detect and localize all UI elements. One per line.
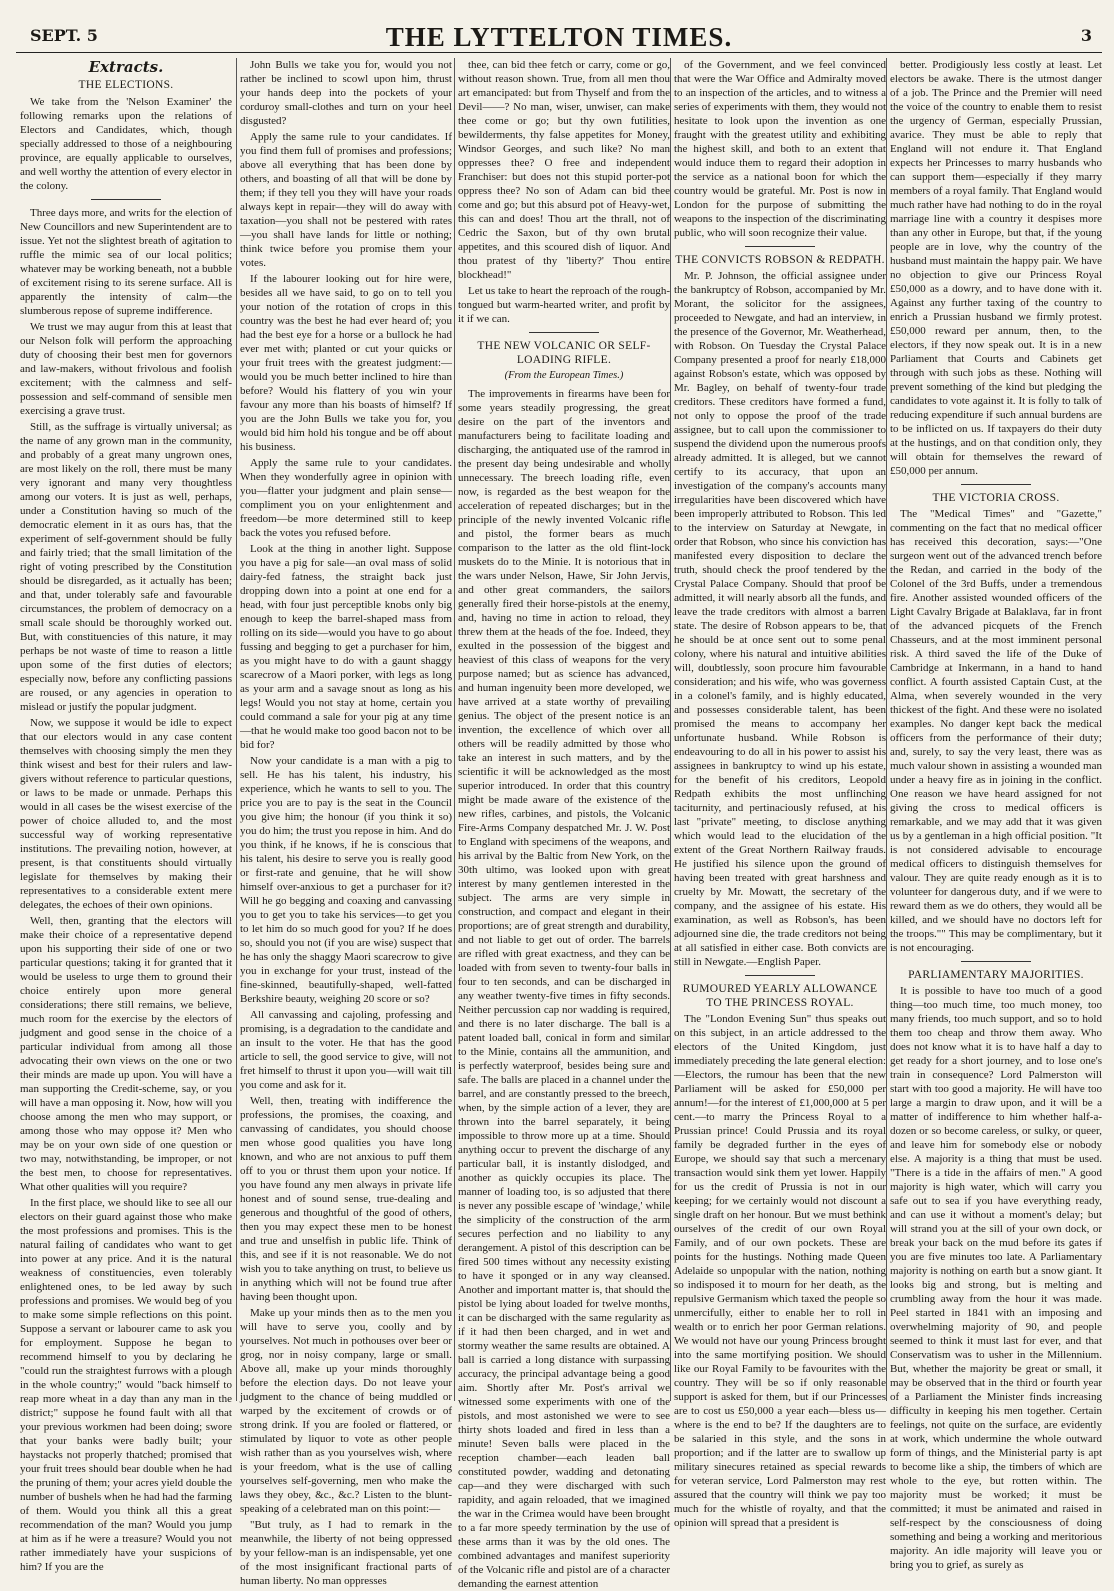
article-heading: THE VICTORIA CROSS. — [932, 492, 1060, 504]
paragraph: Still, as the suffrage is virtually universal; as the name of any grown man in the community, and probably of a great many ungrown ones, are most likely on the roll, there must be many very ignorant and many very thoughtless among our voters. It is just as well, perhaps, under a Constitution having so much of the democratic element in it as ours has, that the experiment of self-government should be fully and fairly tried; that the small limitation of the right of voting prescribed by the Constitution should be disregarded, as it actually has been; and that, under tolerably safe and favourable circumstances, the problem of democracy on a small scale should be thoroughly worked out. But, with constituencies of this nature, it may perhaps be not waste of time to reason a little upon some of the first duties of electors; especially now, before any conflicting passions are roused, or any agencies in operation to mislead or justify the popular judgment. — [20, 421, 232, 713]
column-1 — [20, 58, 232, 1573]
separator — [961, 961, 1031, 962]
paragraph: thee, can bid thee fetch or carry, come or go, without reason shown. True, from all men thou art emancipated: but from Thyself and from the Devil——? No man, wiser, unwiser, can make thee come or go; but thy own futilities, bewilderments, thy false appetites for Money, Windsor Georges, and such like? No man oppresses thee? O free and independent Franchiser: but does not this stupid porter-pot oppress thee? No son of Adam can bid thee come and go; but this absurd pot of Heavy-wet, this can and does! Thou art the thrall, not of Cedric the Saxon, but of thy own brutal appetites, and this scoured dish of liquor. And thou pratest of thy 'liberty?' Thou entire blockhead!" — [458, 59, 670, 281]
separator — [529, 332, 599, 333]
newspaper-title: THE LYTTELTON TIMES. — [385, 22, 733, 52]
separator — [961, 484, 1031, 485]
paragraph: Mr. P. Johnson, the official assignee under the bankruptcy of Robson, accompanied by Mr. Morant, the solicitor for the assignees, proceeded to Newgate, and had an interview, in the presence of the Governor, Mr. Weatherhead, with Robson. On Tuesday the Crystal Palace Company presented a proof for nearly £18,000 against Robson's estate, which was opposed by Mr. Bagley, on behalf of twenty-four trade creditors. These creditors have formed a fund, not only to oppose the proof of the trade assignee, but to call upon the commissioner to suspend the dividend upon the numerous proofs already admitted. It is alleged, but we cannot certify to its accuracy, that upon an investigation of the company's accounts many irregularities have been discovered which have been improperly attributed to Robson. This led to the interview on Saturday at Newgate, in order that Robson, who since his conviction has manifested every disposition to declare the truth, should check the proof tendered by the Crystal Palace Company. Should that proof be admitted, it will nearly absorb all the funds, and leave the trade creditors with almost a barren state. The desire of Robson appears to be, that he should be at once sent out to some penal colony, where his natural and intuitive abilities will, doubtlessly, soon procure him favourable consideration; and his wife, who was governess in a colonel's family, and is highly educated, and possesses considerable talent, has been promised the means to accompany her unfortunate husband. While Robson is endeavouring to do all in his power to assist his assignees in bankruptcy to wind up his estate, for the benefit of his creditors, Leopold Redpath exhibits the most unflinching taciturnity, and pertinaciously refused, at his last "private" meeting, to disclose anything which would lead to the elucidation of the extent of the Great Northern Railway frauds. He justified his silence upon the ground of having been treated with great harshness and cruelty by Mr. Mowatt, the secretary of the company, and the assignee of his estate. His examination, as well as Robson's, has been adjourned sine die, the trade creditors not being at all satisfied in either case. Both convicts are still in Newgate.—English Paper. — [674, 270, 886, 968]
paragraph: The "Medical Times" and "Gazette," commenting on the fact that no medical officer has received this decoration, says:—"One surgeon went out of the advanced trench before the Redan, and carried in the body of the Colonel of the 3rd Buffs, under a tremendous fire. Another assisted wounded officers of the Light Cavalry Brigade at Balaklava, far in front of the advanced picquets of the French Chasseurs, and at the most imminent personal risk. A third saved the life of the Duke of Cambridge at Inkermann, in a hand to hand conflict. A fourth assisted Captain Cust, at the Alma, when severely wounded in the very thickest of the fight. And these were no isolated examples. No danger kept back the medical officers from the performance of their duty; and, surely, to say the very least, there was as much valour shown in assisting a wounded man under a heavy fire as in joining in the conflict. One reason we have heard assigned for not giving the cross to medical officers is remarkable, and we may add that it was given us by a gentleman in a high official position. "It is not considered advisable to encourage medical officers to distinguish themselves for valour. They are quite ready enough as it is to volunteer for dangerous duty, and if we were to reward them as we do others, they would all be killed, and we should have no doctors left for the troops."" This may be complimentary, but it is not encouraging. — [890, 508, 1102, 954]
paragraph: Apply the same rule to your candidates. When they wonderfully agree in opinion with you—flatter your judgment and plain sense—compliment you on your enlightenment and freedom—be more determined still to keep back the votes you refused before. — [240, 457, 452, 539]
column-divider — [236, 58, 237, 1401]
paragraph: We take from the 'Nelson Examiner' the following remarks upon the relations of Electors and Candidates, which, though specially addressed to those of a neighbouring province, are equally applicable to ourselves, and well worthy the attention of every elector in the colony. — [20, 96, 232, 192]
paragraph: We trust we may augur from this at least that our Nelson folk will perform the approaching duty of choosing their best men for governors and law-makers, without frivolous and foolish excitement; with the calmness and self-possession and self-command of sensible men exercising a grave trust. — [20, 321, 232, 417]
paragraph: All canvassing and cajoling, professing and promising, is a degradation to the candidate and an insult to the voter. He that has the good article to sell, the good service to give, will not fret himself to thrust it upon you—will wait till you come and ask for it. — [240, 1009, 452, 1091]
column-divider — [454, 58, 455, 1401]
column-4 — [674, 58, 887, 1529]
column-2 — [240, 58, 452, 1587]
paragraph: The improvements in firearms have been for some years steadily progressing, the great desire on the part of the inventors and manufacturers being to facilitate loading and discharging, the antiquated use of the ramrod in the present day being undesirable and wholly unnecessary. The breech loading rifle, even now, is regarded as the best weapon for the acceleration of repeated discharges; but in the principle of the newly invented Volcanic rifle and pistol, the former bears as much comparison to the latter as the old flint-lock muskets do to the Minie. It is notorious that in the wars under Nelson, Hawe, Sir John Jervis, and other great commanders, the sailors generally fired their horse-pistols at the enemy, and, having no time in action to reload, they threw them at the heads of the foe. Indeed, they exulted in the possession of the biggest and heaviest of this class of weapons for the very purpose named; but as science has advanced, and human ingenuity been more developed, we have arrived at a state worthy of prevailing genius. The object of the present notice is an invention, the excellence of which over all others will be readily admitted by those who take an interest in such matters, and by the scientific it will be acknowledged as the most superior introduced. In order that this country might be made aware of the existence of the new rifles, carbines, and pistols, the Volcanic Fire-Arms Company despatched Mr. J. W. Post to England with specimens of the weapons, and his arrival by the Baltic from New York, on the 30th ultimo, was looked upon with great interest by many gentlemen interested in the subject. The arms are very simple in construction, and compact and elegant in their proportions; are of great strength and durability, and not liable to get out of order. The barrels are rifled with great exactness, and they can be loaded with from seven to twenty-four balls in four to ten seconds, and can be discharged in any weather twenty-five times in fifty seconds. Neither percussion cap nor wadding is required, and there is no later discharge. The ball is a patent loaded ball, conical in form and similar to the Minie, contains all the ammunition, and is perfectly waterproof, besides being sure and safe. The balls are placed in a channel under the barrel, and are constantly pressed to the breech, when, by the simple action of a lever, they are thrown into the barrel separately, it being impossible to throw more up at a time. Should anything occur to prevent the discharge of any particular ball, it is instantly dislodged, and another as quickly occupies its place. The manner of loading too, is so adjusted that there is never any possible escape of 'windage,' while the simplicity of the construction of the arm secures perfection and no liability to any derangement. A pistol of this description can be fired 500 times without any necessity existing to have it sponged or in any way cleansed. Another and important matter is, that should the pistol be lying about loaded for twelve months, it can be discharged with the same regularity as if it had then been charged, and in wet and stormy weather the same results are obtained. A ball is carried a long distance with surpassing accuracy, the principal advantage being a good aim. Shortly after Mr. Post's arrival we witnessed some experiments with one of the pistols, and most astonished we were to see thirty shots loaded and fired in less than a minute! Seven balls were placed in the reception chamber—each leaden ball constituted powder, wadding and detonating cap—and they were discharged with such rapidity, and again reloaded, that we imagined the war in the Crimea would have been brought to a far more speedy termination by the use of these arms than it was by the old ones. The combined advantages and manifest superiority of the Volcanic rifle and pistol are of a character demanding the earnest attention — [458, 388, 670, 1590]
paragraph: better. Prodigiously less costly at least. Let electors be awake. There is the utmost danger of a job. The Prince and the Premier will need the voice of the country to enable them to resist the urgency of German, especially Prussian, avarice. They must be able to reply that England will not endure it. That England expects her Princesses to marry husbands who can support them—especially if they marry members of a royal family. That England would much rather have had nothing to do in the royal marriage line with a country it despises more than any other in Europe, but that, if the young people are in love, why the country of the husband must maintain the happy pair. We have no objection to give our Princess Royal £50,000 as a dowry, and to have done with it. Against any further taxing of the country to enrich a Prussian husband we firmly protest. £50,000 reward per annum, then, to the electors, if they now speak out. It is in a new Parliament that Courts and Cabinets get through with such jobs as these. Nothing will prevent something of the kind but pledging the candidates to vote against it. It is folly to talk of reducing expenditure if such annual burdens are to be inflicted on us. If taxpayers do their duty at the hustings, and on that condition only, they will obtain for themselves the reward of £50,000 per annum. — [890, 59, 1102, 477]
paragraph: If the labourer looking out for hire were, besides all we have said, to go on to tell you your notion of the rotation of crops in this country was the best he had ever heard of; you had the best eye for a horse or a bullock he had ever met with; planted or cut your quicks or your fruit trees with the greatest judgment:—would you be much better inclined to hire than before? Would his flattery of you win your favour any more than his boasts of himself? If you are the John Bulls we take you for, you would bid him hold his tongue and be off about his business. — [240, 273, 452, 453]
page-number: 3 — [1080, 26, 1092, 45]
article-heading: RUMOURED YEARLY ALLOWANCE TO THE PRINCESS ROYAL. — [682, 983, 878, 1009]
paragraph: Let us take to heart the reproach of the rough-tongued but warm-hearted writer, and profit by it if we can. — [458, 285, 670, 325]
paragraph: Now, we suppose it would be idle to expect that our electors would in any case content themselves with choosing simply the men they think wisest and best for their rulers and law-givers without reference to particular questions, or laws to be made or unmade. Perhaps this would in all cases be the wisest exercise of the power of choice alluded to, and the most successful way of working representative institutions. The prevailing notion, however, at present, is that constituents should virtually legislate for themselves by making their representatives to a considerable extent mere delegates, the echoes of their own opinions. — [20, 717, 232, 911]
article-heading: THE ELECTIONS. — [78, 79, 174, 91]
paragraph: Look at the thing in another light. Suppose you have a pig for sale—an oval mass of solid dairy-fed fatness, the straight back just dropping down into a point at one end for a head, with four just perceptible knobs only big enough to keep the barrel-shaped mass from rolling on its side—would you have to go about fussing and begging to get a purchaser for him, as you might have to do with a gaunt shaggy scarecrow of a Maori porker, with legs as long as your arm and a savage snout as long as his legs! Would you not stay at home, certain you could command a sale for your pig at any time—that he would make too good bacon not to be bid for? — [240, 543, 452, 751]
paragraph: of the Government, and we feel convinced that were the War Office and Admiralty moved to an inspection of the articles, and to witness a series of experiments with them, they would not hesitate to look upon the invention as one fraught with the greatest utility and exhibiting the highest skill, and both to an extent that would induce them to regard their adoption in the service as a national boon for which the country would be grateful. Mr. Post is now in London for the purpose of submitting the weapons to the inspection of the discriminating public, who will soon recognize their value. — [674, 59, 887, 239]
paragraph: Apply the same rule to your candidates. If you find them full of promises and professions; above all everything that has been done by others, and boasting of all that will be done by them; if they tell you they will have your roads always kept in repair—they will do away with taxation—you shall not be pestered with rates—you shall have lands for little or nothing; think twice before you promise them your votes. — [240, 131, 452, 269]
paragraph: "But truly, as I had to remark in the meanwhile, the liberty of not being oppressed by your fellow-man is an indispensable, yet one of the most insignificant fractional parts of human liberty. No man oppresses — [240, 1519, 452, 1587]
paragraph: Well, then, treating with indifference the professions, the promises, the coaxing, and canvassing of candidates, you should choose men whose good qualities you have long known, and who are not anxious to puff them off to you or thrust them upon your notice. If you have found any men always in private life honest and of sound sense, true-dealing and generous and thoughtful of the good of others, then you may expect these men to be honest and true and unselfish in public life. Think of this, and see if it is not reasonable. We do not wish you to take anything on trust, to believe us in anything which will not be found true after having been thought upon. — [240, 1095, 452, 1303]
separator — [745, 246, 815, 247]
article-heading: THE CONVICTS ROBSON & REDPATH. — [675, 254, 885, 266]
paragraph: The "London Evening Sun" thus speaks out on this subject, in an article addressed to the electors of the United Kingdom, just immediately preceding the late general election:—Electors, the rumour has been that the new Parliament will be asked for £50,000 per annum!—for the interest of £1,000,000 at 5 per cent.—to marry the Princess Royal to a Prussian prince! Could Prussia and its royal family be degraded further in the eyes of Europe, we should say that such a mercenary transaction would sink them yet lower. Happily for us the credit of Prussia is not in our keeping; for we certainly would not discount a single draft on her honour. But we must bethink ourselves of the credit of our own Royal Family, and of our own pockets. These are points for the hustings. Nothing made Queen Adelaide so unpopular with the nation, nothing so indisposed it to mourn for her death, as the repulsive Germanism which taxed the people so unmercifully, either to enable her to roll in wealth or to enrich her poor German relations. We would not have our young Princess brought into the same mortifying position. We should like our Royal Family to be favourites with the country. They will be so if only reasonable support is asked for them, but if our Princesses are to cost us £50,000 a year each—bless us—where is the end to be? If the daughters are to be salaried in this style, and the sons in proportion; and if the latter are to swallow up military sinecures retained as special rewards for veteran service, Lord Palmerston may rest assured that the country will think we pay too much for the whistle of royalty, and that the opinion will spread that a president is — [674, 1013, 886, 1529]
paragraph: John Bulls we take you for, would you not rather be inclined to scowl upon him, thrust your hands deep into the pockets of your corduroy small-clothes and turn on your heel disgusted? — [240, 59, 452, 127]
paragraph: Now your candidate is a man with a pig to sell. He has his talent, his industry, his experience, which he wants to sell to you. The price you are to pay is the seat in the Council you give him; the honour (if you think it so) you do him; the trust you repose in him. And do you think, if he knows, if he is conscious that his talent, his desire to serve you is really good or first-rate and genuine, that he will show himself over-anxious to get a purchaser for it? Will he go begging and coaxing and canvassing you to get you to take his services—to get you to let him do so much good for you? If he does so, should you not (if you are wise) suspect that he has only the shaggy Maori scarecrow to give you in exchange for your trust, instead of the fine-skinned, beautifully-shaped, well-fatted Berkshire beauty, weighing 20 score or so? — [240, 755, 452, 1005]
paragraph: It is possible to have too much of a good thing—too much time, too much money, too many friends, too much support, and so to hold them too cheap and throw them away. Who does not know what it is to have half a day to get ready for a short journey, and to lose one's train in consequence? Lord Palmerston will start with too good a majority. He will have too large a margin to draw upon, and it will be a matter of indifference to him whether half-a-dozen or so become careless, or sulky, or queer, and leave him for somebody else or nobody else. A majority is a thing that must be used. "There is a tide in the affairs of men." A good majority is high water, which will carry you safe out to sea if you have everything ready, and can use it without a moment's delay; but will strand you at the sill of your own dock, or break your back on the mud before its gates if you are five minutes too late. A Parliamentary majority is nothing on earth but a snow giant. It looks big and strong, but is melting and crumbling away from the hour it was made. Peel started in 1841 with an imposing and overwhelming majority of 90, and people seemed to think it must last for ever, and that Conservatism was to usher in the Millennium. But, whether the majority be great or small, it may be observed that in the third or fourth year of a Parliament the Minister finds increasing difficulty in keeping his men together. Certain feelings, not quite on the surface, are evidently at work, which undermine the whole outward form of things, and the Ministerial party is apt to become like a ship, the timbers of which are whole to the eye, but rotten within. The majority must be worked; it must be committed; it must be animated and raised in self-respect by the consciousness of doing something and being a working and meritorious majority. An idle majority will leave you or bring you to grief, as surely as — [890, 985, 1102, 1571]
column-5 — [890, 58, 1102, 1571]
masthead — [22, 18, 1096, 50]
paragraph: Well, then, granting that the electors will make their choice of a representative depend upon his supporting their side of one or two particular questions; taking it for granted that it would be useless to urge them to ground their choice entirely upon more general considerations; there still remains, we believe, much room for the exercise by the electors of judgment and good sense in the choice of a particular individual from among all those advocating their own views on the one or two their minds are made up upon. You will have a man supporting the Credit-scheme, say, or you will have a man opposing it. Now, how will you choose among the men who may support, or among those who may oppose it? Men who may be on your own side of one question or two may, notwithstanding, be improper, or not the best men, to choose for representatives. What other qualities will you require? — [20, 915, 232, 1193]
separator — [745, 975, 815, 976]
masthead-rule — [16, 52, 1102, 53]
column-divider — [670, 58, 671, 1401]
article-heading: THE NEW VOLCANIC OR SELF-LOADING RIFLE. — [477, 340, 651, 366]
separator — [91, 199, 161, 200]
paragraph: In the first place, we should like to see all our electors on their guard against those who make the most professions and promises. This is the natural failing of candidates who want to get into power at any price. And it is the natural weakness of constituencies, even tolerably enlightened ones, to be led away by such professions and promises. We would beg of you to make some simple reflections on this point. Suppose a servant or labourer came to ask you for employment. Suppose he began to recommend himself to you by declaring he "could run the straightest furrows with a plough in the whole country;" would "back himself to reap more wheat in a day than any man in the district;" suppose he found fault with all that your previous workmen had been doing; swore that your banks were badly built; your haystacks not properly thatched; promised that your fruit trees should bear double when he had the pruning of them; your acres yield double the number of bushels when he had had the farming of them. Would you think all this a great recommendation of the man? Would you jump at him as if he were a treasure? Would you not rather immediately have your suspicions of him? If you are the — [20, 1197, 232, 1573]
section-heading-extracts: Extracts. — [88, 58, 164, 76]
article-heading: PARLIAMENTARY MAJORITIES. — [908, 969, 1084, 981]
column-3 — [458, 58, 670, 1590]
paragraph: Three days more, and writs for the election of New Councillors and new Superintendent are to issue. Yet not the slightest breath of agitation to ruffle the mimic sea of our local politics; whatever may be working beneath, not a bubble of excitement rising to its serene surface. All is apparently the intensity of calm—the slumberous repose of supreme indifference. — [20, 207, 232, 317]
issue-date: SEPT. 5 — [30, 26, 98, 45]
paragraph: Make up your minds then as to the men you will have to serve you, coolly and by yourselves. Not much in pothouses over beer or grog, nor in noisy company, large or small. Above all, make up your minds thoroughly before the election days. Do not leave your judgment to the chance of being muddled or warped by the excitement of crowds or of strong drink. If you are fooled or flattered, or stimulated by liquor to vote as other people wish rather than as you yourselves wish, where is your freedom, what is the use of calling yourselves self-governing, men who make the laws they obey, &c., &c.? Listen to the blunt-speaking of a celebrated man on this point:— — [240, 1307, 452, 1515]
article-source: (From the European Times.) — [504, 370, 624, 381]
column-divider — [886, 58, 887, 1401]
